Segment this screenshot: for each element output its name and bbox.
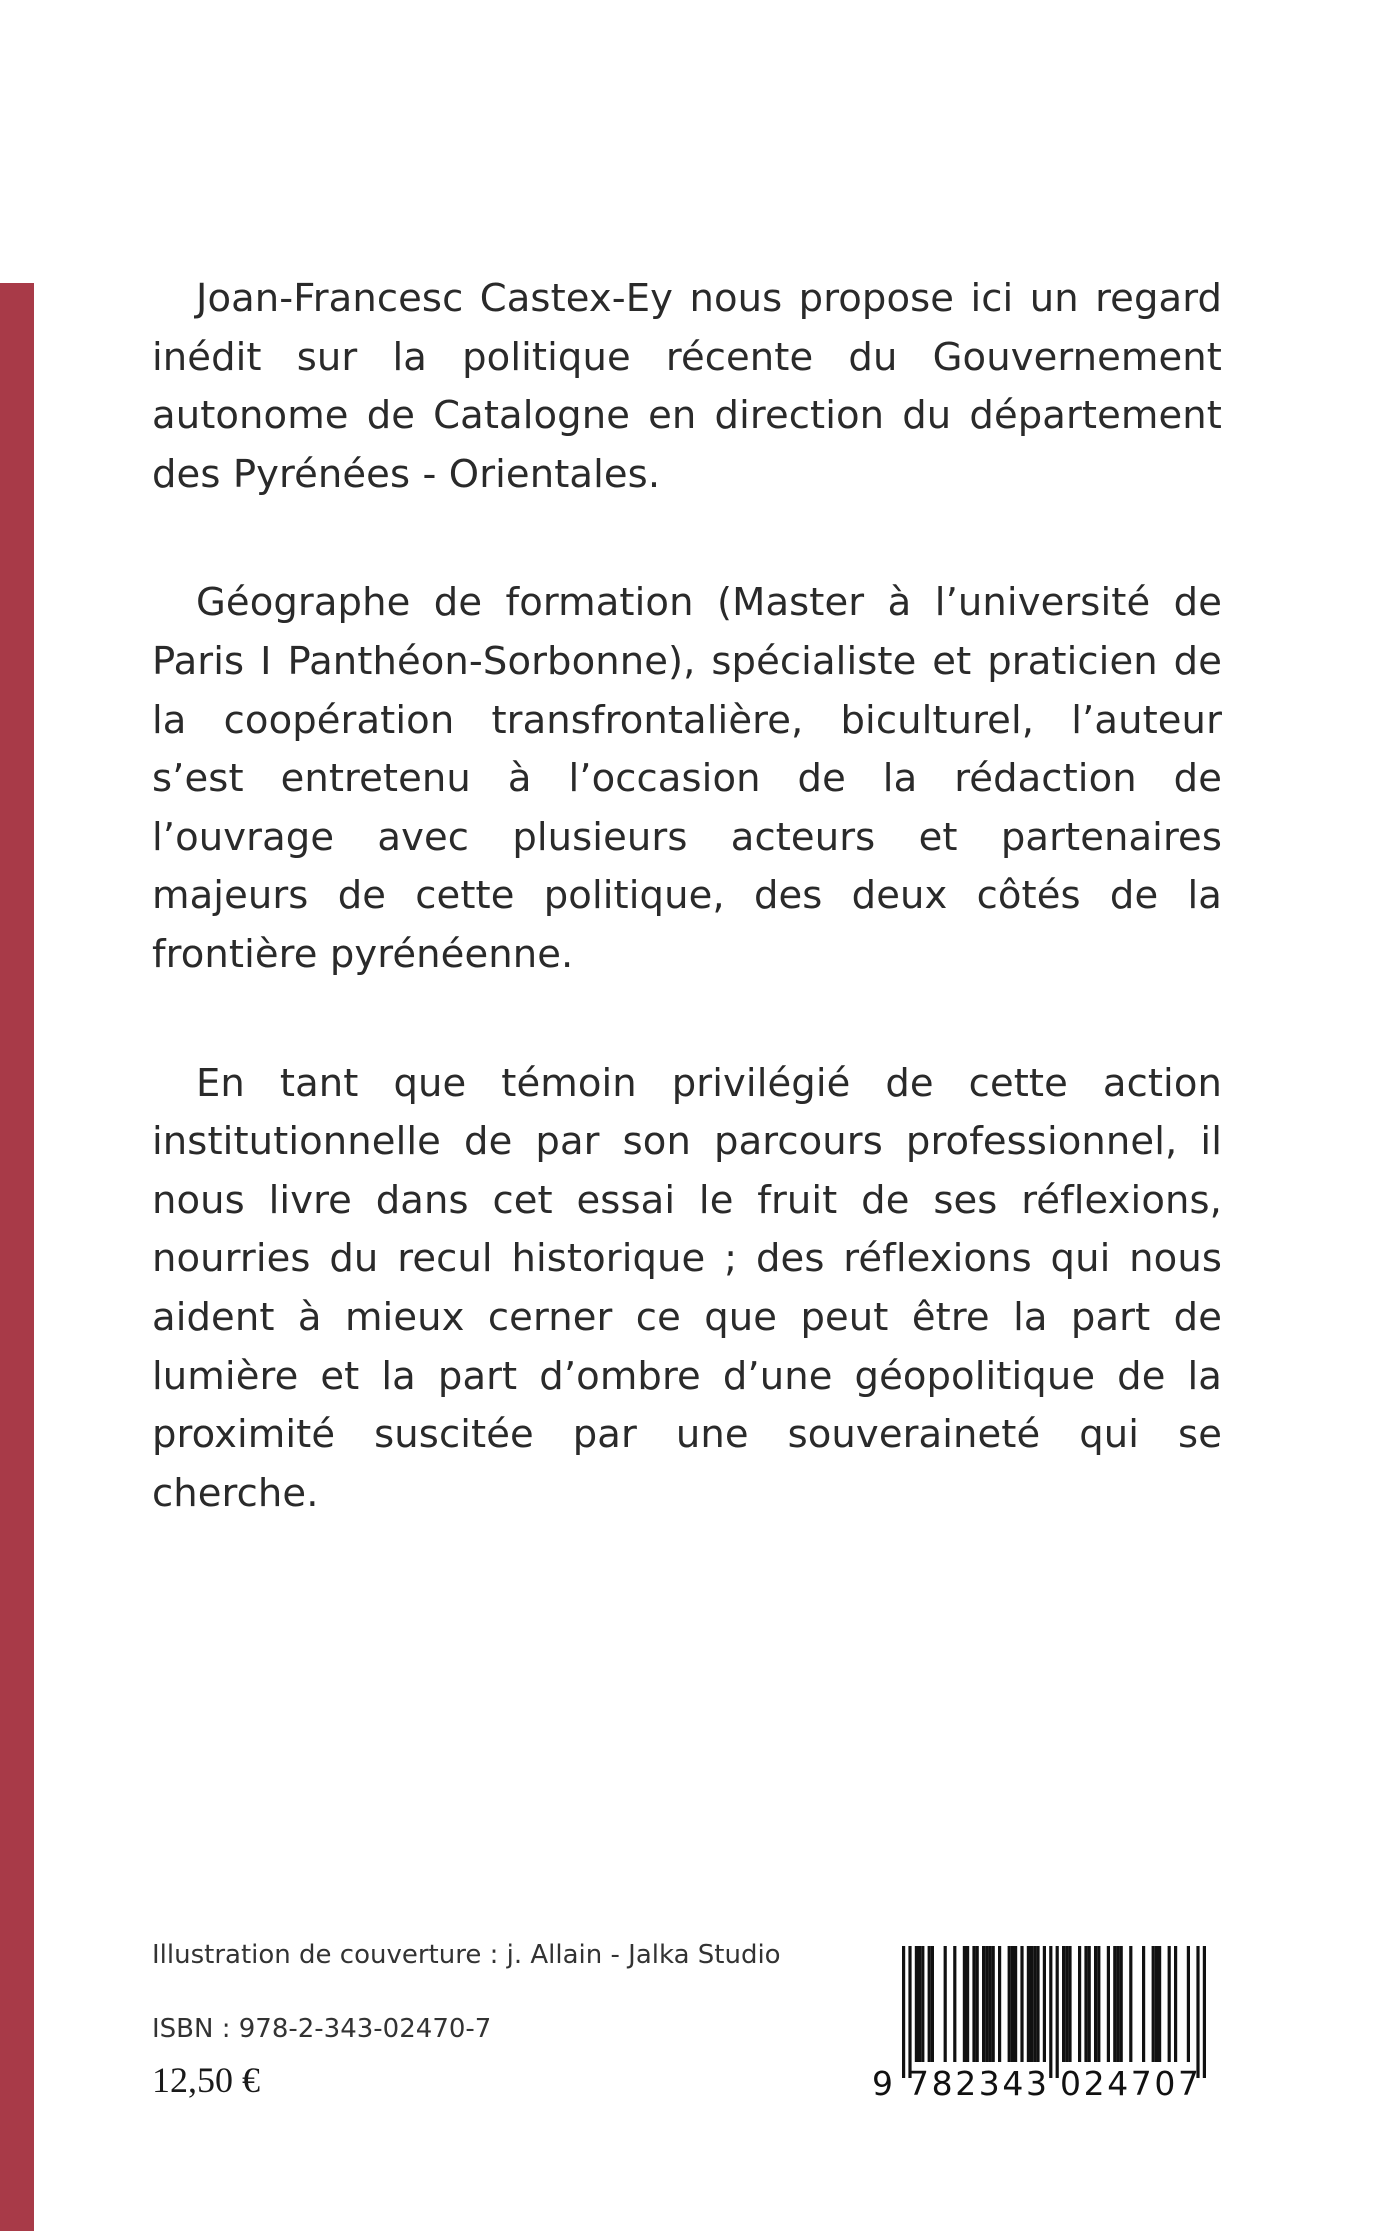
barcode-lead-digit: 9 bbox=[872, 2064, 896, 2103]
cover-illustration-credit: Illustration de couverture : j. Allain - Jalka Studio bbox=[152, 1940, 781, 1970]
blurb-paragraph-3: En tant que témoin privilégié de cette action institutionnelle de par son parcours professionnel, il nous livre dans cet essai le fruit de ses réflexions, nourries du recul historique ; des réflexions qui nous aident à mieux cerner ce que peut être la part de lumière et la part d’ombre d’une géopolitique de la proximité suscitée par une souveraineté qui se cherche. bbox=[152, 1060, 1222, 1516]
back-cover-blurb bbox=[152, 270, 1222, 1593]
spine-color-bar bbox=[0, 283, 34, 2231]
blurb-paragraph-1: Joan-Francesc Castex-Ey nous propose ici un regard inédit sur la politique récente du Gouvernement autonome de Catalogne en direction du département des Pyrénées - Orientales. bbox=[152, 276, 1222, 497]
price-label: 12,50 € bbox=[152, 2060, 260, 2100]
barcode-right-group: 024707 bbox=[1060, 2064, 1202, 2103]
isbn-barcode bbox=[868, 1946, 1220, 2104]
blurb-paragraph-2: Géographe de formation (Master à l’université de Paris I Panthéon-Sorbonne), spécialiste et praticien de la coopération transfrontalière, biculturel, l’auteur s’est entretenu à l’occasion de la rédaction de l’ouvrage avec plusieurs acteurs et partenaires majeurs de cette politique, des deux côtés de la frontière pyrénéenne. bbox=[152, 580, 1222, 977]
isbn-number: ISBN : 978-2-343-02470-7 bbox=[152, 2014, 492, 2044]
barcode-digits bbox=[868, 1946, 1220, 2104]
barcode-left-group: 782343 bbox=[908, 2064, 1050, 2103]
